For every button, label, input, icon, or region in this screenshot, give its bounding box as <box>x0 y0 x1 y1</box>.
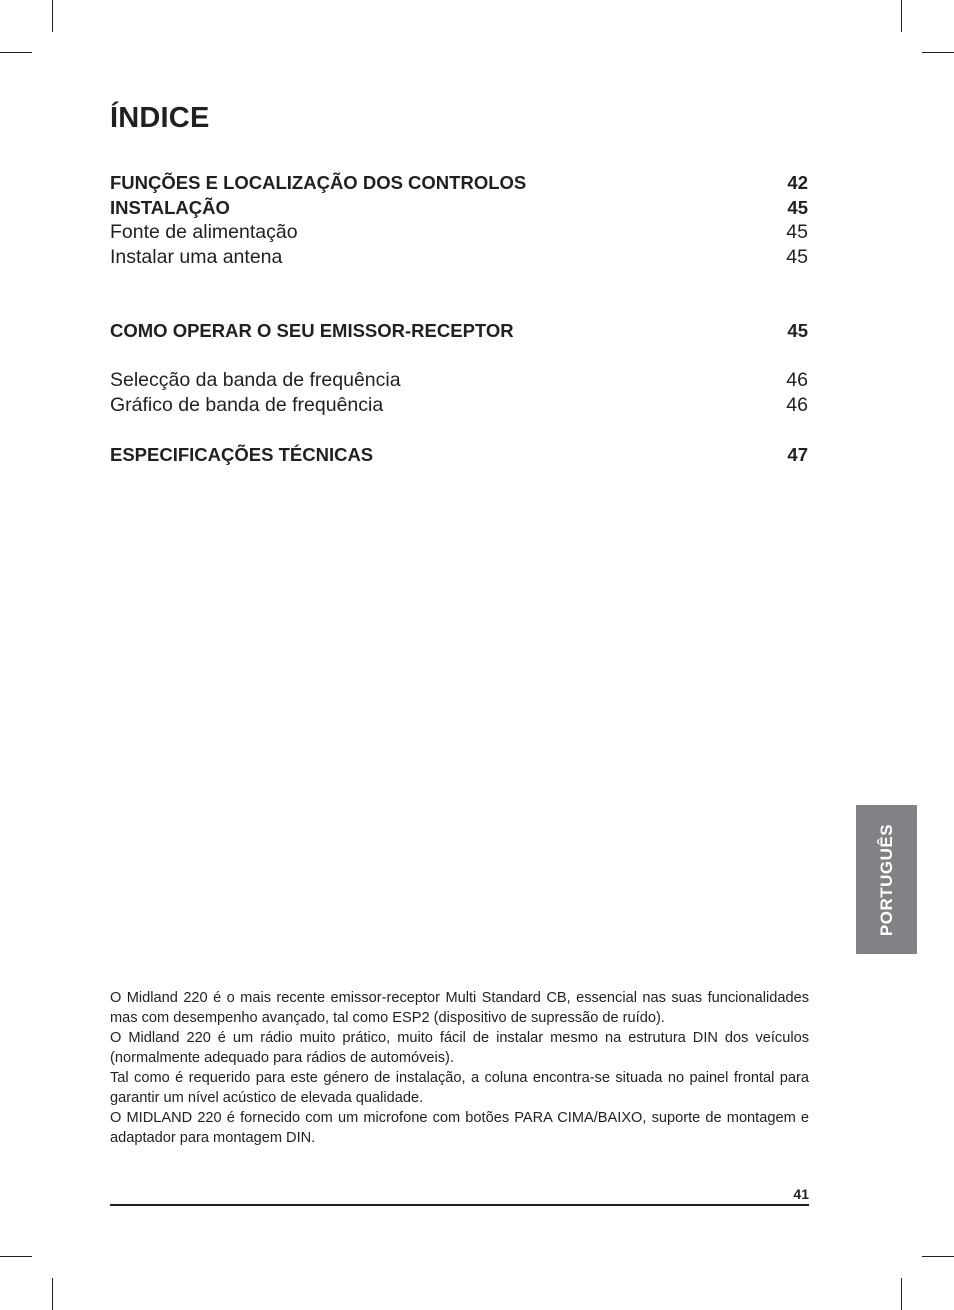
page-title: ÍNDICE <box>110 102 210 134</box>
intro-paragraph: O Midland 220 é o mais recente emissor-receptor Multi Standard CB, essencial nas suas funcionalidades mas com desempenho avançado, tal como ESP2 (dispositivo de supressão de ruído). <box>110 990 809 1026</box>
toc-entry-page: 45 <box>787 197 808 218</box>
toc-entry-page: 45 <box>786 246 808 268</box>
toc-entry-label: INSTALAÇÃO <box>110 197 230 218</box>
crop-mark-top-right-horizontal <box>922 52 954 53</box>
toc-subentry <box>110 393 808 418</box>
toc-entry-page: 45 <box>786 221 808 243</box>
toc-entry-page: 46 <box>786 394 808 416</box>
toc-entry-page: 42 <box>787 172 808 193</box>
crop-mark-bottom-right-vertical <box>901 1278 902 1310</box>
page-number: 41 <box>793 1186 809 1202</box>
toc-entry-label: Instalar uma antena <box>110 246 283 268</box>
toc-entry-page: 47 <box>787 444 808 465</box>
toc-entry <box>110 442 808 467</box>
toc-entry-page: 46 <box>786 369 808 391</box>
toc-entry-label: COMO OPERAR O SEU EMISSOR-RECEPTOR <box>110 320 514 341</box>
intro-paragraph: O Midland 220 é um rádio muito prático, muito fácil de instalar mesmo na estrutura DIN dos veículos (normalmente adequado para rádios de automóveis). <box>110 1030 809 1066</box>
crop-mark-top-right-vertical <box>901 0 902 32</box>
toc-subentry <box>110 245 808 270</box>
language-tab <box>856 805 917 954</box>
table-of-contents <box>110 170 808 467</box>
intro-text <box>110 988 809 1148</box>
language-tab-label: PORTUGUÊS <box>876 823 896 936</box>
intro-paragraph: Tal como é requerido para este género de instalação, a coluna encontra-se situada no painel frontal para garantir um nível acústico de elevada qualidade. <box>110 1070 809 1106</box>
intro-paragraph: O MIDLAND 220 é fornecido com um microfone com botões PARA CIMA/BAIXO, suporte de montagem e adaptador para montagem DIN. <box>110 1110 809 1146</box>
toc-entry-label: FUNÇÕES E LOCALIZAÇÃO DOS CONTROLOS <box>110 172 527 193</box>
toc-entry <box>110 170 808 195</box>
crop-mark-top-left-horizontal <box>0 52 32 53</box>
crop-mark-top-left-vertical <box>52 0 53 32</box>
toc-entry-label: Gráfico de banda de frequência <box>110 394 384 416</box>
toc-subentry <box>110 220 808 245</box>
crop-mark-bottom-left-horizontal <box>0 1256 32 1257</box>
toc-entry-label: ESPECIFICAÇÕES TÉCNICAS <box>110 444 374 465</box>
crop-mark-bottom-left-vertical <box>52 1278 53 1310</box>
toc-subentry <box>110 368 808 393</box>
crop-mark-bottom-right-horizontal <box>922 1256 954 1257</box>
footer-divider <box>110 1204 809 1206</box>
toc-entry-page: 45 <box>787 320 808 341</box>
toc-entry <box>110 195 808 220</box>
toc-entry <box>110 318 808 343</box>
toc-entry-label: Fonte de alimentação <box>110 221 298 243</box>
toc-entry-label: Selecção da banda de frequência <box>110 369 401 391</box>
